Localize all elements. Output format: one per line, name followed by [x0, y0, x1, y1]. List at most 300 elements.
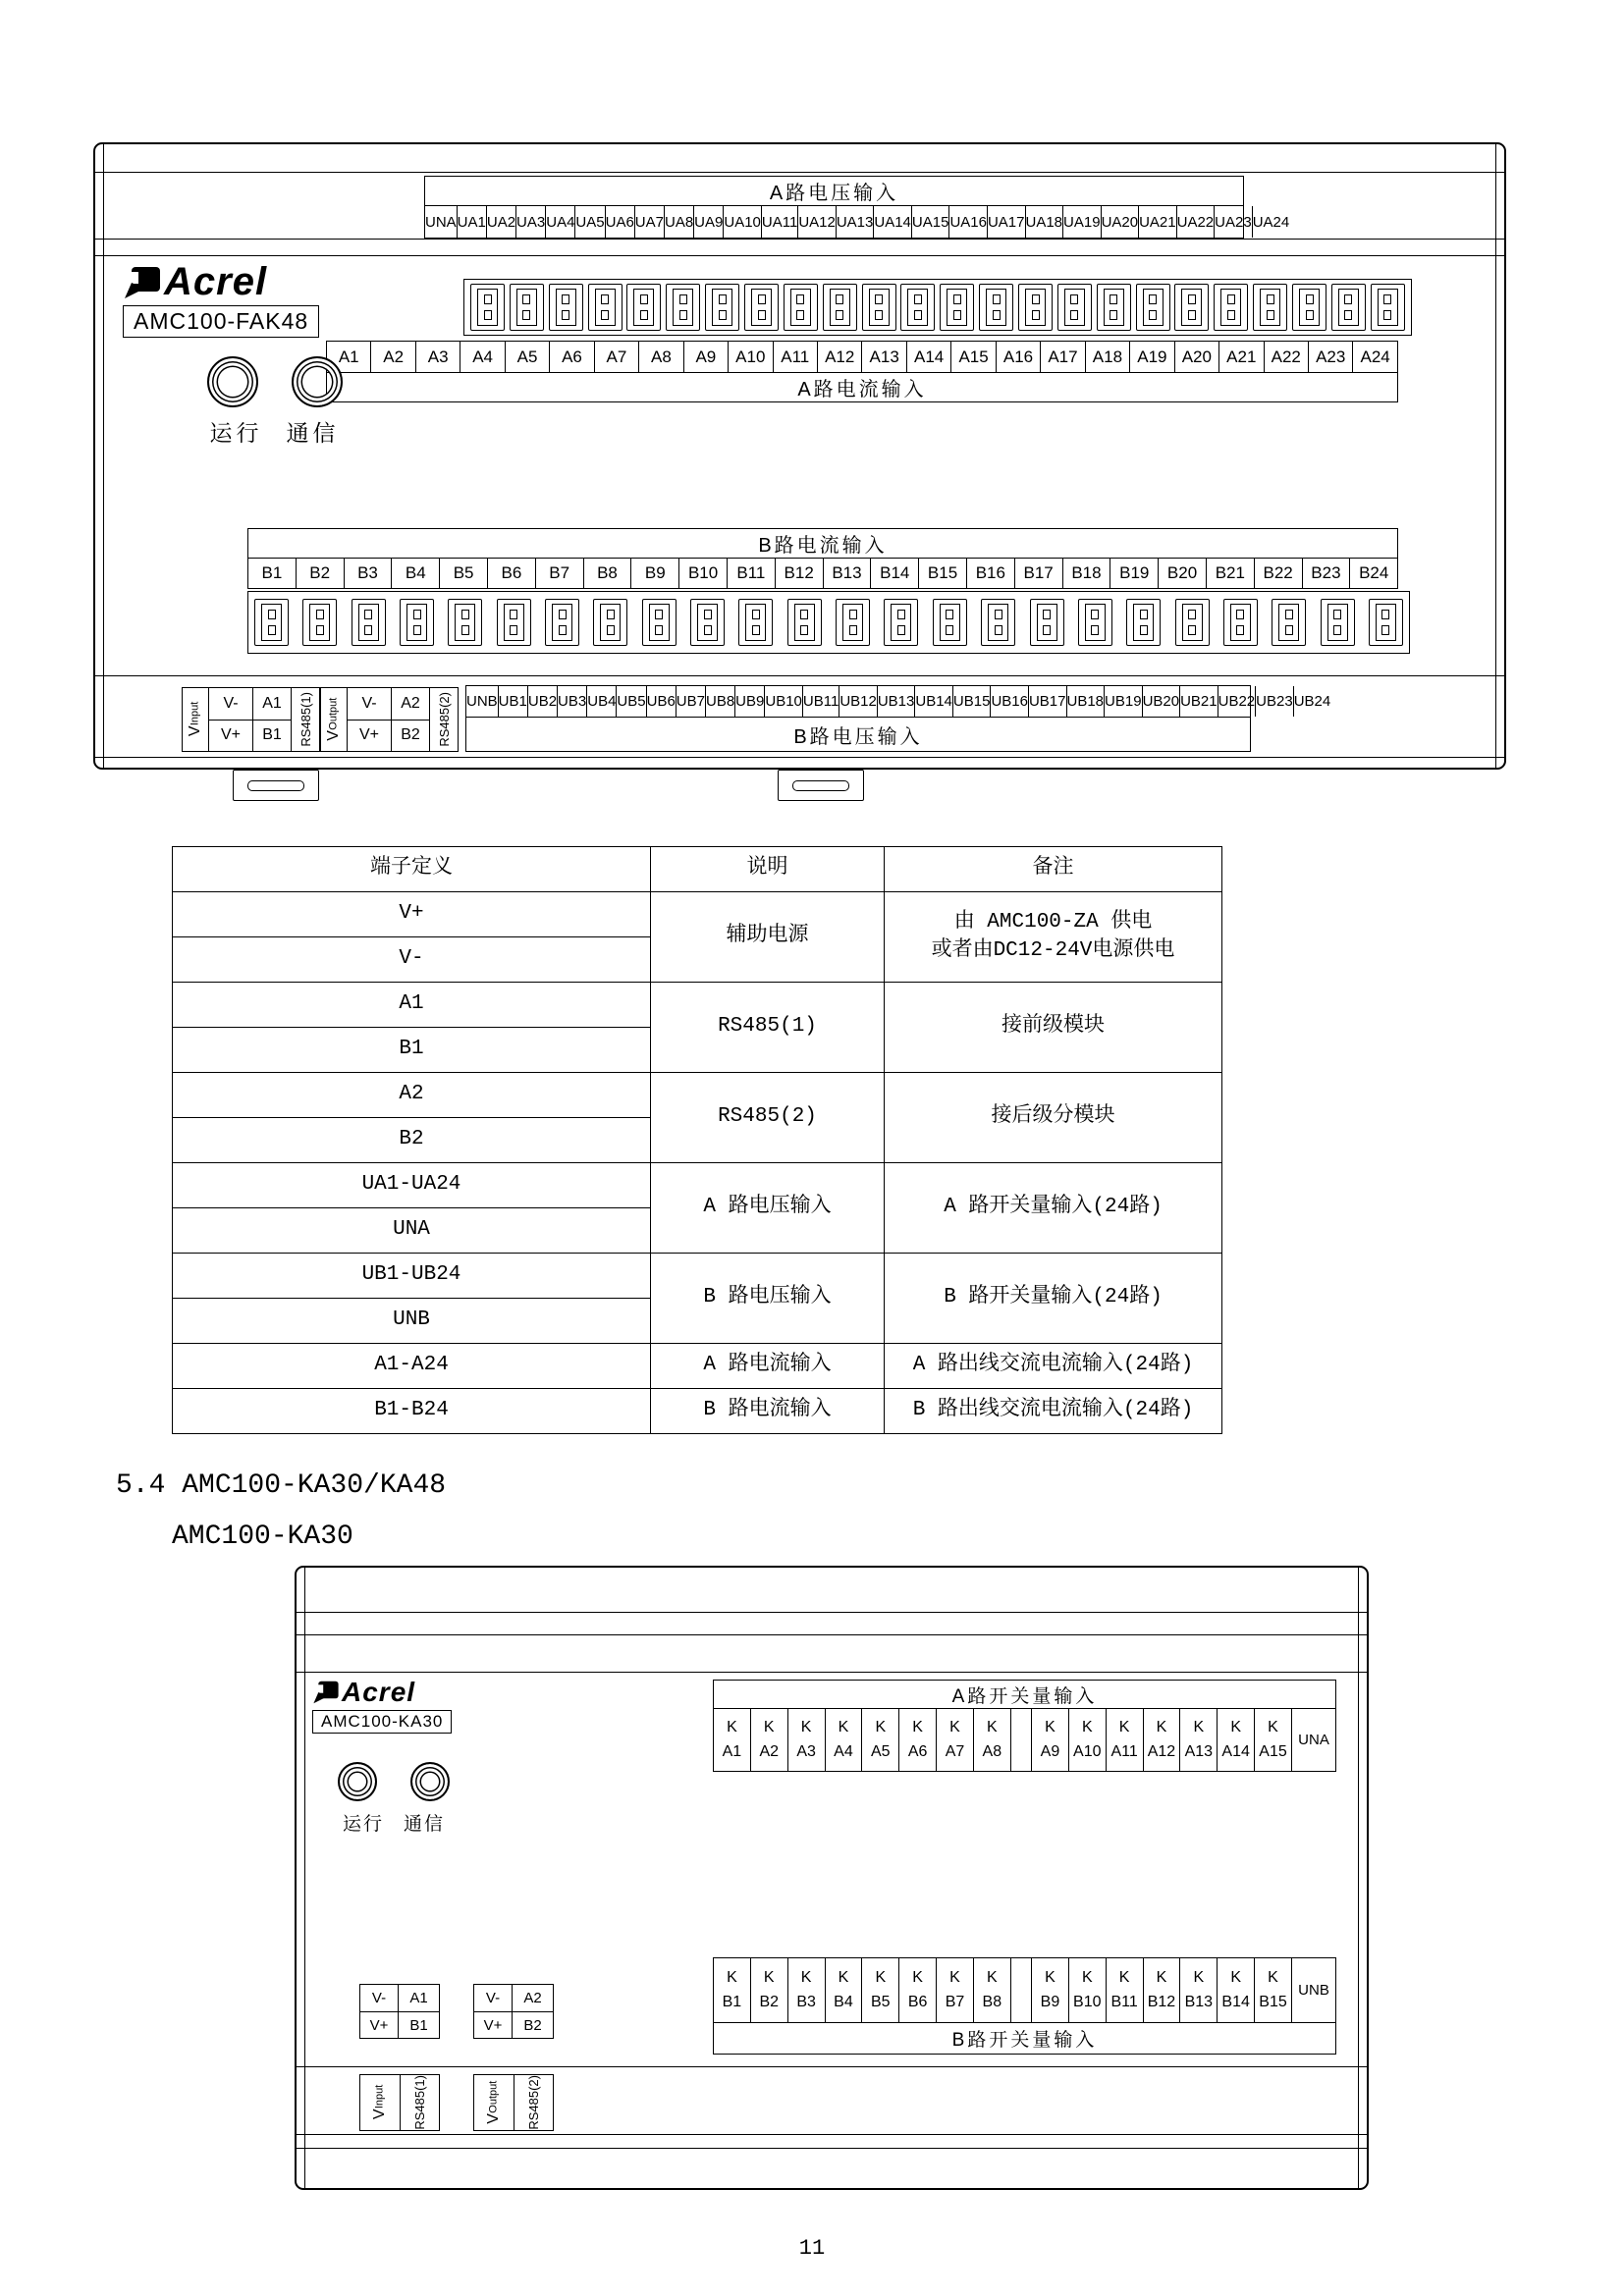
k-terminal-cell	[1068, 1958, 1106, 2022]
connector-pin	[1344, 294, 1352, 304]
page-number: 11	[798, 2236, 826, 2261]
connector-pin	[1383, 294, 1391, 304]
connector	[1136, 284, 1170, 331]
terminal-cell: UB14	[914, 686, 952, 717]
terminal-cell: B13	[823, 559, 871, 588]
k-label: K	[986, 1719, 998, 1735]
rs485-b2-terminal: B2	[512, 2011, 553, 2038]
connector	[1371, 284, 1405, 331]
terminal-cell: UB17	[1028, 686, 1066, 717]
rs485-1-cell	[400, 2075, 440, 2130]
terminal-cell: A8	[638, 342, 682, 372]
k-terminal-cell	[1217, 1958, 1254, 2022]
rs485-1-label: RS485(1)	[298, 692, 313, 747]
connector	[900, 284, 935, 331]
terminal-cell: UB13	[877, 686, 915, 717]
connector-pin	[1043, 610, 1051, 619]
terminal-cell: UA2	[486, 206, 515, 238]
rs485-2-terminals	[391, 688, 429, 751]
terminal-cell: UA10	[723, 206, 761, 238]
col-header-description: 说明	[651, 847, 885, 892]
device-diagram-amc100-ka30	[295, 1566, 1369, 2190]
terminal-cell: B2	[296, 559, 344, 588]
connector	[705, 284, 739, 331]
connector-pin	[461, 625, 469, 635]
terminal-cell: UB24	[1293, 686, 1331, 717]
connector	[738, 599, 773, 646]
terminal-label: A15	[1259, 1743, 1287, 1760]
mounting-slot	[792, 780, 849, 791]
k-label: K	[875, 1968, 887, 1986]
terminal-cell: UA17	[987, 206, 1025, 238]
voltage-b-header: B路电压输入	[466, 717, 1250, 751]
terminal-cell: UA9	[693, 206, 723, 238]
rs485-b1-terminal: B1	[253, 720, 291, 752]
v-output-rs485-2-labels	[473, 2074, 554, 2131]
connector	[448, 599, 482, 646]
connector-pin	[1140, 610, 1148, 619]
v-symbol: V	[187, 725, 203, 737]
rs485-1-terminals	[252, 688, 291, 751]
connector-pin	[752, 610, 760, 619]
terminal-cell: B19	[1110, 559, 1158, 588]
terminal-label: A2	[759, 1743, 780, 1760]
v-input-label	[372, 2085, 388, 2119]
k-label: K	[800, 1968, 812, 1986]
connector-body	[794, 604, 815, 641]
v-pos-terminal: V+	[474, 2011, 512, 2038]
k-terminal-cell	[898, 1709, 936, 1771]
kb-cells-row	[714, 1958, 1291, 2022]
connector	[1175, 599, 1210, 646]
connector-pin	[953, 310, 961, 320]
terminal-cell: UA16	[948, 206, 987, 238]
k-label: K	[1268, 1968, 1278, 1986]
terminal-name-cell: B1-B24	[173, 1389, 651, 1434]
terminal-cell: UB5	[616, 686, 645, 717]
connector-pin	[607, 610, 615, 619]
connector-pin	[559, 610, 567, 619]
k-label: K	[800, 1719, 812, 1735]
terminal-label: A11	[1110, 1743, 1138, 1760]
connector	[1174, 284, 1209, 331]
brand-block	[123, 260, 319, 338]
terminal-cell: UB10	[764, 686, 802, 717]
col-header-terminal: 端子定义	[173, 847, 651, 892]
connector-body	[406, 604, 427, 641]
connector	[1030, 599, 1064, 646]
connector-pin	[655, 610, 663, 619]
connector-pin	[1188, 310, 1196, 320]
connector-body	[600, 604, 621, 641]
panel-line	[297, 1612, 1367, 1613]
connector-pin	[796, 294, 804, 304]
terminal-cell: UA4	[545, 206, 574, 238]
connector-pin	[316, 625, 324, 635]
connector-pin	[1383, 310, 1391, 320]
connector-body	[1338, 289, 1359, 326]
k-terminal-cell	[861, 1958, 898, 2022]
terminal-cell: UB21	[1179, 686, 1218, 717]
connector	[1214, 284, 1248, 331]
connector-row-a	[463, 279, 1412, 336]
connector-body	[1278, 604, 1299, 641]
mounting-tab	[778, 770, 864, 801]
k-terminal-cell	[714, 1958, 750, 2022]
connector	[787, 599, 822, 646]
connector	[979, 284, 1013, 331]
terminal-label: A4	[834, 1743, 853, 1760]
connector-pin	[1285, 625, 1293, 635]
terminal-cell: UB15	[952, 686, 991, 717]
note-cell: 由 AMC100-ZA 供电 或者由DC12-24V电源供电	[885, 892, 1222, 983]
k-label: K	[912, 1719, 923, 1735]
terminal-label: A8	[982, 1743, 1002, 1760]
terminal-cell: UB6	[646, 686, 676, 717]
connector	[352, 599, 386, 646]
connector-pin	[796, 310, 804, 320]
k-label: K	[763, 1719, 775, 1735]
acrel-logo-icon	[123, 266, 162, 299]
terminal-label: B2	[759, 1994, 780, 2011]
terminal-cell: A5	[505, 342, 549, 372]
terminal-cell: A16	[996, 342, 1040, 372]
table-row	[173, 892, 1222, 937]
note-cell: 接前级模块	[885, 983, 1222, 1073]
k-terminal-cell	[936, 1709, 973, 1771]
terminal-cell: B6	[487, 559, 535, 588]
mounting-slot	[247, 780, 304, 791]
connector-pin	[1091, 625, 1099, 635]
connector	[1097, 284, 1131, 331]
rs485-a2-terminal: A2	[401, 694, 420, 712]
connector-pin	[1236, 625, 1244, 635]
connector-pin	[510, 610, 517, 619]
terminal-cell: UB19	[1104, 686, 1142, 717]
v-pos-terminal: V+	[209, 720, 252, 752]
terminal-definition-table	[172, 846, 1222, 1434]
connector-pin	[800, 610, 808, 619]
connector-pin	[1032, 310, 1040, 320]
connector	[1078, 599, 1112, 646]
connector-body	[261, 604, 282, 641]
terminal-label: A1	[722, 1743, 742, 1760]
terminal-cell: A12	[817, 342, 861, 372]
brand-block	[312, 1677, 452, 1734]
v-neg-terminal: V-	[371, 1990, 387, 2006]
terminal-cell: UB11	[802, 686, 839, 717]
terminal-cell: A18	[1085, 342, 1129, 372]
connector-row-b	[247, 591, 1410, 654]
connector-body	[1064, 289, 1085, 326]
terminal-cell: A6	[549, 342, 593, 372]
connector-body	[1260, 289, 1280, 326]
terminal-label: B14	[1221, 1994, 1250, 2011]
terminal-cell: A20	[1174, 342, 1218, 372]
terminal-name-cell: V-	[173, 937, 651, 983]
connector-body	[891, 604, 911, 641]
terminal-cell: UA24	[1252, 206, 1290, 238]
comm-led-label: 通信	[286, 420, 340, 446]
connector-body	[1143, 289, 1164, 326]
connector-pin	[1149, 310, 1157, 320]
terminal-cell: A21	[1218, 342, 1263, 372]
connector-pin	[946, 610, 953, 619]
v-input-label	[188, 702, 203, 736]
connector-pin	[849, 625, 857, 635]
connector-body	[907, 289, 928, 326]
connector	[642, 599, 677, 646]
k-terminal-cell	[1179, 1958, 1217, 2022]
connector-body	[842, 604, 863, 641]
connector-pin	[1110, 294, 1117, 304]
power-rs485-in-block	[182, 687, 320, 752]
panel-line	[297, 1634, 1367, 1635]
rs485-a2-terminal: A2	[512, 1985, 553, 2011]
terminal-cell: UB4	[586, 686, 616, 717]
description-cell: RS485(1)	[651, 983, 885, 1073]
connector-body	[751, 289, 772, 326]
k-label: K	[1156, 1719, 1167, 1735]
k-terminal-cell	[1106, 1958, 1143, 2022]
connector-pin	[758, 294, 766, 304]
led-indicators	[320, 1762, 467, 1836]
terminal-label: A12	[1147, 1743, 1176, 1760]
connector-pin	[562, 294, 569, 304]
k-label: K	[949, 1968, 960, 1986]
description-cell: A 路电流输入	[651, 1344, 885, 1389]
connector-pin	[679, 294, 687, 304]
k-terminal-cell	[825, 1958, 862, 2022]
connector-pin	[640, 310, 648, 320]
terminal-cell: B4	[391, 559, 439, 588]
k-terminal-cell	[973, 1709, 1010, 1771]
b-cells-row	[248, 559, 1397, 588]
connector	[302, 599, 337, 646]
col-header-note: 备注	[885, 847, 1222, 892]
connector-body	[556, 289, 576, 326]
terminal-label: B13	[1184, 1994, 1214, 2011]
k-label: K	[838, 1719, 849, 1735]
k-label: K	[727, 1719, 737, 1735]
terminal-label: A5	[871, 1743, 891, 1760]
terminal-cell: B16	[966, 559, 1014, 588]
k-terminal-cell	[750, 1958, 787, 2022]
table-row	[173, 1073, 1222, 1118]
k-label: K	[1045, 1719, 1056, 1735]
connector-body	[1025, 289, 1046, 326]
connector-body	[947, 289, 967, 326]
connector	[1126, 599, 1161, 646]
k-terminal-cell	[1068, 1709, 1106, 1771]
k-terminal-cell	[825, 1709, 862, 1771]
description-cell: B 路电压输入	[651, 1254, 885, 1344]
terminal-label: A9	[1040, 1743, 1060, 1760]
terminal-cell: UB2	[527, 686, 557, 717]
terminal-cell: A24	[1352, 342, 1396, 372]
switch-b-cells	[714, 1958, 1335, 2022]
switch-a-terminal-strip	[713, 1680, 1336, 1772]
connector-pin	[875, 294, 883, 304]
terminal-label: A6	[907, 1743, 928, 1760]
panel-line	[297, 2148, 1367, 2149]
connector	[744, 284, 779, 331]
k-label: K	[1193, 1968, 1205, 1986]
panel-line	[95, 255, 1504, 256]
v-output-cell	[321, 688, 347, 751]
connector-pin	[995, 610, 1002, 619]
voltage-a-header: A路电压输入	[425, 177, 1243, 206]
terminal-cell: A22	[1264, 342, 1308, 372]
connector-pin	[484, 310, 492, 320]
terminal-cell: A11	[773, 342, 817, 372]
rs485-2-label: RS485(2)	[525, 2075, 541, 2130]
terminal-cell: A4	[460, 342, 504, 372]
k-label: K	[912, 1968, 923, 1986]
k-label: K	[1268, 1719, 1278, 1735]
k-label: K	[1118, 1968, 1130, 1986]
panel-line	[297, 1672, 1367, 1673]
connector	[1331, 284, 1366, 331]
connector-pin	[607, 625, 615, 635]
terminal-label: A3	[796, 1743, 816, 1760]
connector-pin	[1227, 294, 1235, 304]
connector-body	[595, 289, 616, 326]
connector-body	[940, 604, 960, 641]
terminal-label: B5	[871, 1994, 891, 2011]
ka-cells-row	[714, 1709, 1291, 1771]
connector-pin	[1070, 310, 1078, 320]
terminal-label: B11	[1110, 1994, 1138, 2011]
terminal-cell: UA23	[1214, 206, 1252, 238]
terminal-cell: UA14	[873, 206, 911, 238]
connector	[626, 284, 661, 331]
connector	[1272, 599, 1306, 646]
led-labels	[210, 415, 340, 448]
connector-body	[1378, 289, 1398, 326]
k-terminal-cell	[898, 1958, 936, 2022]
connector-body	[1327, 604, 1348, 641]
v-input-cell	[183, 688, 208, 751]
connector-pin	[836, 294, 843, 304]
panel-line	[95, 675, 1504, 676]
connector-pin	[1140, 625, 1148, 635]
connector-pin	[522, 310, 530, 320]
connector-pin	[1043, 625, 1051, 635]
connector-pin	[719, 310, 727, 320]
connector-pin	[993, 310, 1001, 320]
terminal-cell: B11	[727, 559, 775, 588]
connector-body	[477, 289, 498, 326]
connector	[545, 599, 579, 646]
terminal-label: B15	[1259, 1994, 1287, 2011]
run-led-label: 运行	[209, 420, 263, 446]
k-label: K	[838, 1968, 849, 1986]
k-label: K	[1081, 1719, 1093, 1735]
connector	[1018, 284, 1053, 331]
terminal-cell: UB12	[839, 686, 877, 717]
connector	[510, 284, 544, 331]
table-row	[173, 1389, 1222, 1434]
connector-pin	[1306, 310, 1314, 320]
connector-pin	[640, 294, 648, 304]
terminal-cell: UA20	[1101, 206, 1139, 238]
terminal-label: B7	[945, 1994, 965, 2011]
k-terminal-cell	[1106, 1709, 1143, 1771]
terminal-cell: B18	[1062, 559, 1110, 588]
terminal-label: A14	[1221, 1743, 1250, 1760]
terminal-name-cell: UA1-UA24	[173, 1163, 651, 1208]
terminal-cell: B8	[583, 559, 631, 588]
k-label: K	[986, 1968, 998, 1986]
rs485-1-label: RS485(1)	[411, 2075, 427, 2130]
terminal-cell: B7	[535, 559, 583, 588]
v-symbol: V	[370, 2109, 388, 2120]
terminal-cell: B20	[1158, 559, 1206, 588]
connector-pin	[1110, 310, 1117, 320]
connector	[1369, 599, 1403, 646]
voltage-b-terminal-strip	[465, 685, 1331, 752]
v-symbol: V	[484, 2113, 502, 2124]
connector-body	[309, 604, 330, 641]
terminal-cell: B21	[1206, 559, 1254, 588]
current-b-terminal-strip	[247, 528, 1398, 589]
section-subheading: AMC100-KA30	[172, 1522, 353, 1552]
connector-body	[1299, 289, 1320, 326]
connector-pin	[758, 310, 766, 320]
connector-body	[712, 289, 732, 326]
v-pos-terminal: V+	[360, 2011, 398, 2038]
connector-pin	[601, 310, 609, 320]
description-cell: RS485(2)	[651, 1073, 885, 1163]
connector-pin	[364, 625, 372, 635]
terminal-cell: UB9	[734, 686, 764, 717]
terminal-cell: A3	[415, 342, 460, 372]
run-led-label: 运行	[342, 1814, 384, 1835]
terminal-cell: UA15	[911, 206, 949, 238]
k-terminal-cell	[714, 1709, 750, 1771]
terminal-label: B3	[796, 1994, 816, 2011]
terminal-name-cell: UNB	[173, 1299, 651, 1344]
connector-pin	[413, 610, 421, 619]
terminal-cell: A10	[728, 342, 772, 372]
connector	[784, 284, 818, 331]
connector-body	[988, 604, 1008, 641]
run-led	[207, 356, 258, 407]
led-indicators	[189, 356, 360, 448]
panel-line	[297, 2066, 1367, 2067]
connector-pin	[875, 310, 883, 320]
power-rs485-out-block	[320, 687, 459, 752]
connector	[940, 284, 974, 331]
comm-led	[292, 356, 343, 407]
connector-pin	[679, 310, 687, 320]
connector-pin	[559, 625, 567, 635]
comm-led-label: 通信	[404, 1814, 446, 1835]
connector-pin	[993, 294, 1001, 304]
unb-terminal: UNB	[1291, 1958, 1335, 2022]
rs485-a1-terminal: A1	[398, 1985, 439, 2011]
terminal-label: B10	[1073, 1994, 1102, 2011]
terminal-cell: UB18	[1066, 686, 1105, 717]
terminal-name-cell: B2	[173, 1118, 651, 1163]
current-b-header: B路电流输入	[248, 529, 1397, 559]
k-terminal-cell	[1179, 1709, 1217, 1771]
connector-body	[504, 604, 524, 641]
voltage-a-terminal-strip	[424, 176, 1290, 239]
k-label: K	[1156, 1968, 1167, 1986]
connector-body	[986, 289, 1006, 326]
